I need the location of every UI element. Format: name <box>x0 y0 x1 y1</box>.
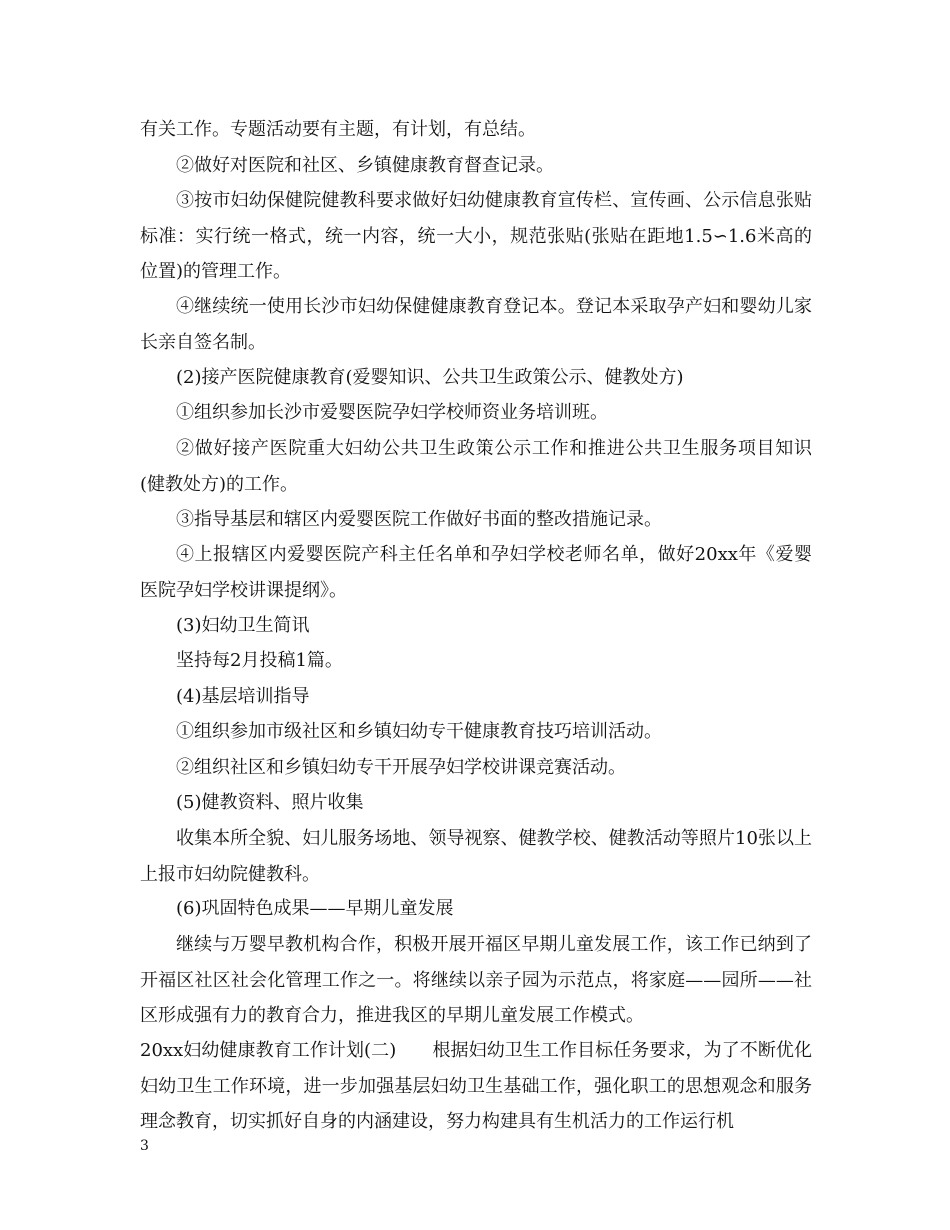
paragraph: (3)妇幼卫生简讯 <box>176 615 310 636</box>
paragraph: (2)接产医院健康教育(爱婴知识、公共卫生政策公示、健教处方) <box>176 367 684 388</box>
paragraph: 继续与万婴早教机构合作，积极开展开福区早期儿童发展工作，该工作已纳到了开福区社区社会化管理工作之一。将继续以亲子园为示范点，将家庭——园所——社区形成强有力的教育合力，推进我区的早期儿童发展工作模式。 <box>140 934 812 1026</box>
paragraph: ①组织参加市级社区和乡镇妇幼专干健康教育技巧培训活动。 <box>176 721 662 742</box>
paragraph: ①组织参加长沙市爱婴医院孕妇学校师资业务培训班。 <box>176 402 608 423</box>
paragraph: 坚持每2月投稿1篇。 <box>176 650 343 671</box>
paragraph: ②做好接产医院重大妇幼公共卫生政策公示工作和推进公共卫生服务项目知识(健教处方)的工作。 <box>140 438 812 495</box>
paragraph: (6)巩固特色成果——早期儿童发展 <box>176 898 454 919</box>
paragraph: 20xx妇幼健康教育工作计划(二) 根据妇幼卫生工作目标任务要求，为了不断优化妇幼卫生工作环境，进一步加强基层妇幼卫生基础工作，强化职工的思想观念和服务理念教育，切实抓好自身的内涵建设，努力构建具有生机活力的工作运行机 <box>140 1040 812 1132</box>
page-number: 3 <box>140 1138 149 1154</box>
paragraph: 收集本所全貌、妇儿服务场地、领导视察、健教学校、健教活动等照片10张以上上报市妇幼院健教科。 <box>140 828 812 885</box>
paragraph: ③按市妇幼保健院健教科要求做好妇幼健康教育宣传栏、宣传画、公示信息张贴标准：实行统一格式，统一内容，统一大小，规范张贴(张贴在距地1.5∽1.6米高的位置)的管理工作。 <box>140 190 812 282</box>
paragraph: ②做好对医院和社区、乡镇健康教育督查记录。 <box>176 155 554 176</box>
paragraph: ④继续统一使用长沙市妇幼保健健康教育登记本。登记本采取孕产妇和婴幼儿家长亲自签名制。 <box>140 296 812 353</box>
paragraph: ③指导基层和辖区内爱婴医院工作做好书面的整改措施记录。 <box>176 509 662 530</box>
paragraph: (4)基层培训指导 <box>176 686 310 707</box>
paragraph: (5)健教资料、照片收集 <box>176 792 364 813</box>
paragraph: ④上报辖区内爱婴医院产科主任名单和孕妇学校老师名单，做好20xx年《爱婴医院孕妇学校讲课提纲》。 <box>140 544 812 601</box>
paragraph: 有关工作。专题活动要有主题，有计划，有总结。 <box>140 119 536 140</box>
paragraph: ②组织社区和乡镇妇幼专干开展孕妇学校讲课竞赛活动。 <box>176 757 626 778</box>
